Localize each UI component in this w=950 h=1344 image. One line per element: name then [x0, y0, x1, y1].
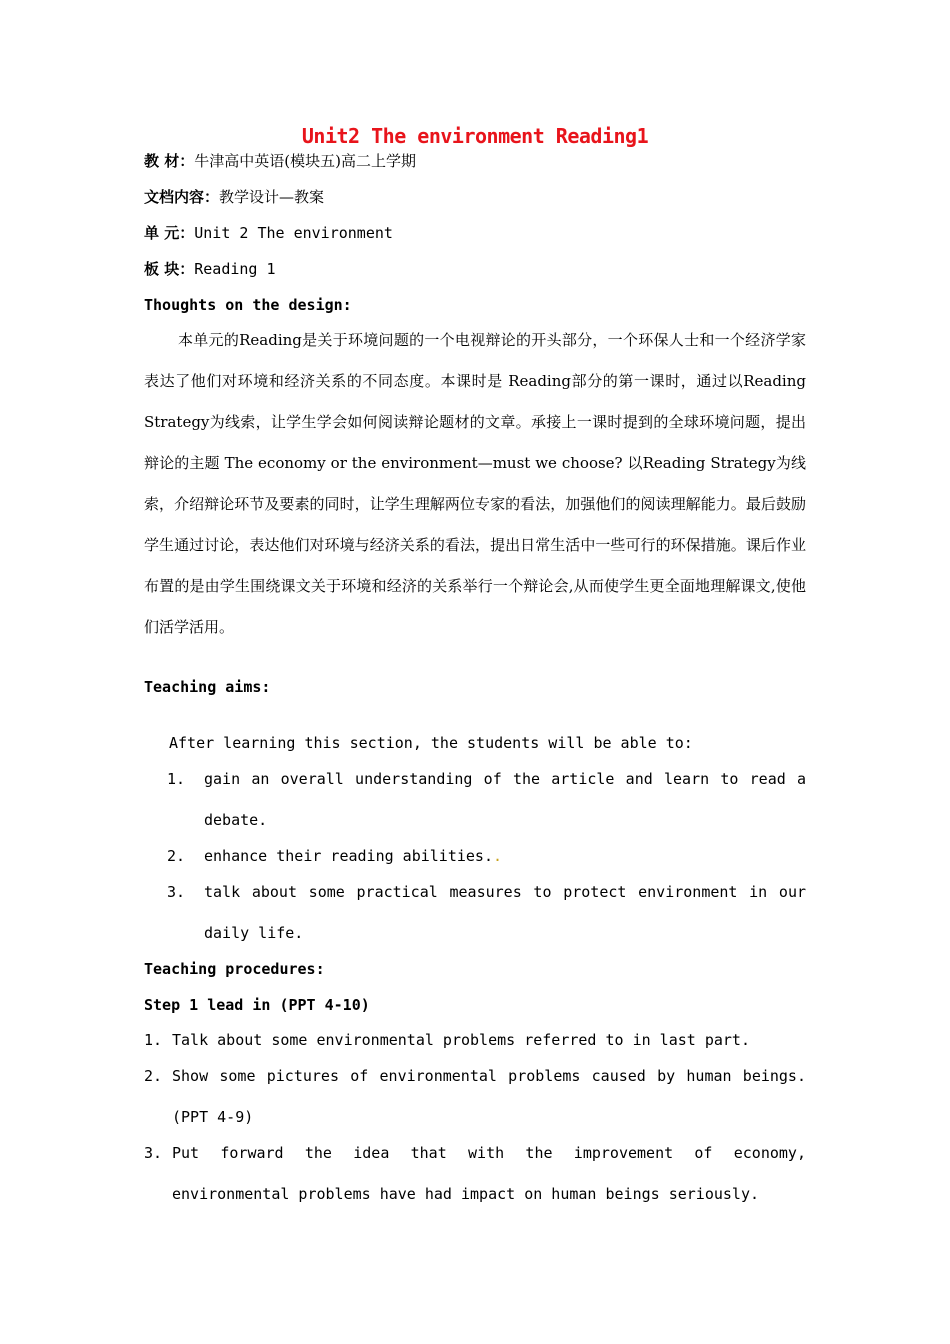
unit-label: 单 元： [144, 224, 195, 242]
section-label: 板 块： [144, 260, 195, 278]
aim-item-2 [204, 836, 806, 877]
proc-number-1: 1. [144, 1031, 163, 1049]
aims-heading: Teaching aims: [144, 678, 271, 696]
proc-item-3: Put forward the idea that with the improvement of economy, environmental problems have had impact on human beings seriously. [172, 1144, 806, 1203]
content-value: 教学设计—教案 [219, 188, 325, 206]
step1-heading: Step 1 lead in (PPT 4-10) [144, 996, 370, 1014]
section-value: Reading 1 [194, 260, 276, 278]
textbook-label: 教 材： [144, 152, 195, 170]
proc-number-2: 2. [144, 1067, 163, 1085]
proc-item-1: Talk about some environmental problems referred to in last part. [172, 1031, 750, 1049]
textbook-value: 牛津高中英语(模块五)高二上学期 [194, 152, 416, 170]
meta-unit [144, 223, 393, 243]
meta-section [144, 259, 276, 279]
document-title: Unit2 The environment Reading1 [301, 124, 649, 148]
aim-number-3: 3. [167, 883, 186, 901]
proc-number-3: 3. [144, 1144, 163, 1162]
unit-value: Unit 2 The environment [194, 224, 393, 242]
design-heading: Thoughts on the design: [144, 296, 352, 314]
meta-content [144, 187, 324, 207]
aim-item-1: gain an overall understanding of the article and learn to read a debate. [204, 770, 806, 829]
proc-item-2: Show some pictures of environmental problems caused by human beings. (PPT 4-9) [172, 1067, 806, 1126]
aim-number-2: 2. [167, 847, 186, 865]
procedures-heading: Teaching procedures: [144, 960, 325, 978]
aim-item-2-text: enhance their reading abilities. [204, 847, 493, 865]
aim-number-1: 1. [167, 770, 186, 788]
aims-intro: After learning this section, the students will be able to: [169, 734, 693, 752]
aim-item-3: talk about some practical measures to protect environment in our daily life. [204, 883, 806, 942]
content-label: 文档内容： [144, 188, 220, 206]
design-paragraph: 本单元的Reading是关于环境问题的一个电视辩论的开头部分，一个环保人士和一个经济学家表达了他们对环境和经济关系的不同态度。本课时是 Reading部分的第一课时，通过以Reading Strategy为线索，让学生学会如何阅读辩论题材的文章。承接上一课时提到的全球环境问题，提出辩论的主题 The economy or the environment—must we choose? 以Reading Strategy为线索，介绍辩论环节及要素的同时，让学生理解两位专家的看法，加强他们的阅读理解能力。最后鼓励学生通过讨论，表达他们对环境与经济关系的看法，提出日常生活中一些可行的环保措施。课后作业布置的是由学生围绕课文关于环境和经济的关系举行一个辩论会,从而使学生更全面地理解课文,使他们活学活用。 [144, 331, 806, 636]
aim-item-2-mark: . [492, 847, 503, 865]
meta-textbook [144, 151, 416, 171]
design-paragraph-block [144, 320, 806, 648]
